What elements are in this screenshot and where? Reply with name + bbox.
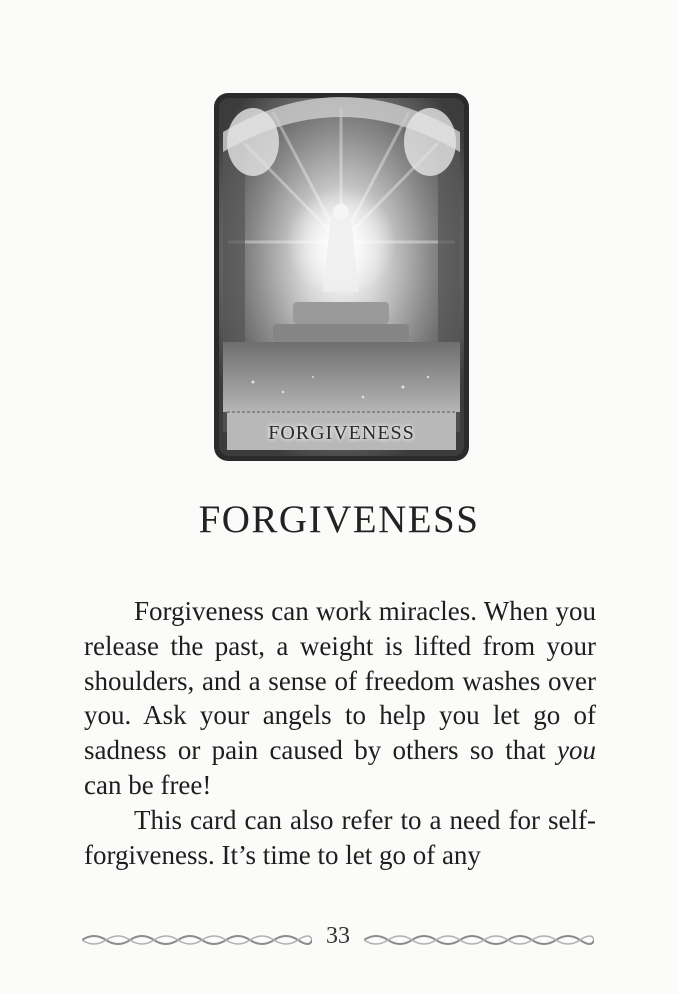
page-title: FORGIVENESS [198,498,480,541]
page-footer [82,923,594,957]
body-text [84,594,596,872]
paragraph-2: This card can also refer to a need for self-forgiveness. It’s time to let go of any [84,804,596,870]
paragraph-1-text: Forgiveness can work miracles. When you release the past, a weight is lifted from your shoulders, and a sense of freedom washes over you. Ask your angels to help you let go of sadness or pain caused by others so that [84,596,596,766]
emphasis-you: you [557,735,596,766]
oracle-card-image [213,92,470,462]
card-label: FORGIVENESS [268,422,415,444]
page-number: 33 [326,923,350,949]
paragraph-1-end: can be free! [84,769,212,800]
paragraph-1 [84,594,596,803]
wave-ornament-right-icon [364,929,594,951]
card-illustration [213,92,470,462]
